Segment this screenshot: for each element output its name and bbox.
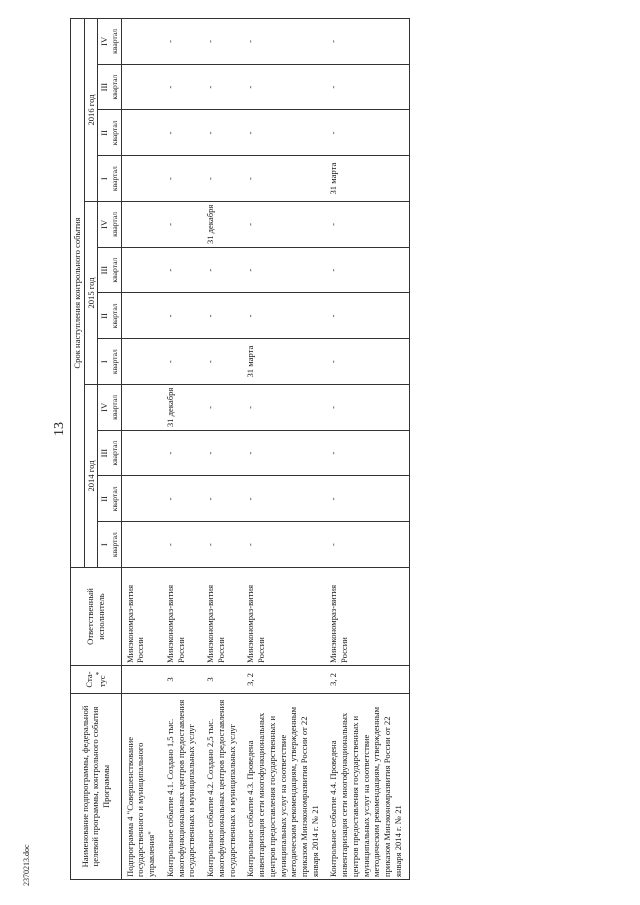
quarter-cell: [121, 476, 162, 522]
quarter-cell: -: [202, 385, 242, 431]
event-executor: Минэкономраз-вития России: [325, 568, 409, 666]
quarter-cell: -: [325, 202, 409, 248]
event-status: 3: [202, 666, 242, 694]
quarter-cell: -: [325, 110, 409, 156]
event-status: 3, 2: [325, 666, 409, 694]
event-status: 3, 2: [242, 666, 325, 694]
quarter-cell: -: [202, 64, 242, 110]
quarter-word: квартал: [110, 211, 120, 237]
header-quarter: [98, 64, 121, 110]
quarter-cell: [121, 339, 162, 385]
quarter-numeral: III: [99, 265, 110, 275]
quarter-word: квартал: [110, 303, 120, 329]
quarter-cell: -: [202, 522, 242, 568]
quarter-numeral: II: [99, 130, 110, 136]
quarter-cell: -: [162, 247, 202, 293]
quarter-cell: -: [242, 110, 325, 156]
header-year-2: 2015 год: [84, 202, 98, 385]
header-quarter: [98, 110, 121, 156]
table-row: [325, 19, 409, 880]
quarter-word: квартал: [110, 440, 120, 466]
rotated-sheet: [70, 18, 410, 880]
quarter-cell: -: [202, 19, 242, 65]
quarter-cell: -: [202, 156, 242, 202]
quarter-cell: -: [325, 64, 409, 110]
event-name: Контрольное событие 4.4. Проведена инвентаризация сети многофункциональных центров предоставления государственных и муниципальных услуг на соответствие методическим рекомендациям, утвержденным приказом Минэкономразвития России от 22 января 2014 г. № 21: [325, 694, 409, 880]
quarter-cell: [121, 247, 162, 293]
quarter-cell: [121, 430, 162, 476]
header-status: Ста-тус*: [71, 666, 122, 694]
quarter-cell: -: [242, 156, 325, 202]
event-status: [121, 666, 162, 694]
header-period: Срок наступления контрольного события: [71, 19, 85, 568]
quarter-cell: -: [325, 476, 409, 522]
event-name: Контрольное событие 4.1. Создано 1,5 тыс. многофункциональных центров предоставления государственных и муниципальных услуг: [162, 694, 202, 880]
quarter-numeral: II: [99, 313, 110, 319]
quarter-word: квартал: [110, 166, 120, 192]
header-quarter: [98, 339, 121, 385]
event-name: Подпрограмма 4 "Совершенствование государственного и муниципального управления": [121, 694, 162, 880]
quarter-cell: 31 декабря: [202, 202, 242, 248]
quarter-cell: -: [325, 247, 409, 293]
header-quarter: [98, 385, 121, 431]
table-header: [71, 19, 122, 880]
quarter-numeral: III: [99, 82, 110, 92]
header-quarter: [98, 202, 121, 248]
event-executor: Минэкономраз-вития России: [162, 568, 202, 666]
quarter-cell: -: [325, 385, 409, 431]
event-name: Контрольное событие 4.3. Проведена инвентаризация сети многофункциональных центров предоставления государственных и муниципальных услуг на соответствие методическим рекомендациям, утвержденным приказом Минэкономразвития России от 22 января 2014 г. № 21: [242, 694, 325, 880]
quarter-cell: -: [242, 19, 325, 65]
table-row: [121, 19, 162, 880]
quarter-cell: -: [162, 64, 202, 110]
document-filename: 2370213.doc: [22, 844, 31, 886]
quarter-cell: [121, 202, 162, 248]
quarter-cell: -: [162, 293, 202, 339]
quarter-cell: [121, 385, 162, 431]
quarter-cell: -: [202, 247, 242, 293]
header-year-3: 2016 год: [84, 19, 98, 202]
quarter-cell: -: [325, 339, 409, 385]
quarter-cell: [121, 64, 162, 110]
quarter-cell: -: [242, 247, 325, 293]
quarter-cell: -: [242, 522, 325, 568]
quarter-word: квартал: [110, 74, 120, 100]
table-row: [242, 19, 325, 880]
quarter-cell: -: [242, 293, 325, 339]
quarter-word: квартал: [110, 349, 120, 375]
quarter-cell: -: [325, 293, 409, 339]
page-number: 13: [52, 422, 67, 436]
quarter-cell: -: [162, 339, 202, 385]
quarter-numeral: I: [99, 177, 110, 181]
quarter-cell: [121, 522, 162, 568]
quarter-cell: -: [325, 430, 409, 476]
quarter-cell: [121, 293, 162, 339]
quarter-cell: -: [162, 110, 202, 156]
header-year-1: 2014 год: [84, 385, 98, 568]
quarter-word: квартал: [110, 28, 120, 54]
table-row: [202, 19, 242, 880]
quarter-cell: 31 марта: [242, 339, 325, 385]
quarter-word: квартал: [110, 120, 120, 146]
quarter-cell: -: [325, 522, 409, 568]
quarter-cell: [121, 110, 162, 156]
header-quarter: [98, 247, 121, 293]
quarter-cell: [121, 19, 162, 65]
quarter-numeral: I: [99, 543, 110, 547]
quarter-cell: -: [162, 202, 202, 248]
quarter-cell: 31 марта: [325, 156, 409, 202]
quarter-numeral: IV: [99, 402, 110, 412]
header-quarter: [98, 476, 121, 522]
quarter-cell: -: [242, 385, 325, 431]
quarter-numeral: II: [99, 496, 110, 502]
quarter-cell: -: [162, 522, 202, 568]
quarter-cell: -: [242, 476, 325, 522]
quarter-cell: -: [202, 476, 242, 522]
quarter-cell: -: [242, 430, 325, 476]
table-row: [162, 19, 202, 880]
quarter-numeral: IV: [99, 219, 110, 229]
quarter-cell: [121, 156, 162, 202]
header-quarter: [98, 156, 121, 202]
event-executor: Минэкономраз-вития России: [121, 568, 162, 666]
header-quarter: [98, 522, 121, 568]
header-executor: Ответственный исполнитель: [71, 568, 122, 666]
quarter-cell: -: [162, 19, 202, 65]
quarter-cell: -: [242, 202, 325, 248]
quarter-cell: -: [202, 293, 242, 339]
event-status: 3: [162, 666, 202, 694]
quarter-cell: -: [162, 156, 202, 202]
control-events-table: [70, 18, 410, 880]
header-name: Наименование подпрограммы, федеральной целевой программы, контрольного события Программы: [71, 694, 122, 880]
quarter-cell: -: [162, 476, 202, 522]
quarter-cell: -: [202, 339, 242, 385]
quarter-numeral: IV: [99, 36, 110, 46]
event-executor: Минэкономраз-вития России: [202, 568, 242, 666]
quarter-word: квартал: [110, 394, 120, 420]
quarter-cell: -: [242, 64, 325, 110]
quarter-word: квартал: [110, 532, 120, 558]
quarter-cell: 31 декабря: [162, 385, 202, 431]
header-quarter: [98, 430, 121, 476]
event-name: Контрольное событие 4.2. Создано 2,5 тыс. многофункциональных центров предоставления государственных и муниципальных услуг: [202, 694, 242, 880]
header-quarter: [98, 293, 121, 339]
quarter-word: квартал: [110, 257, 120, 283]
table-body: [121, 19, 409, 880]
quarter-cell: -: [202, 110, 242, 156]
quarter-cell: -: [325, 19, 409, 65]
quarter-numeral: I: [99, 360, 110, 364]
event-executor: Минэкономраз-вития России: [242, 568, 325, 666]
quarter-word: квартал: [110, 486, 120, 512]
quarter-numeral: III: [99, 448, 110, 458]
header-quarter: [98, 19, 121, 65]
quarter-cell: -: [162, 430, 202, 476]
quarter-cell: -: [202, 430, 242, 476]
